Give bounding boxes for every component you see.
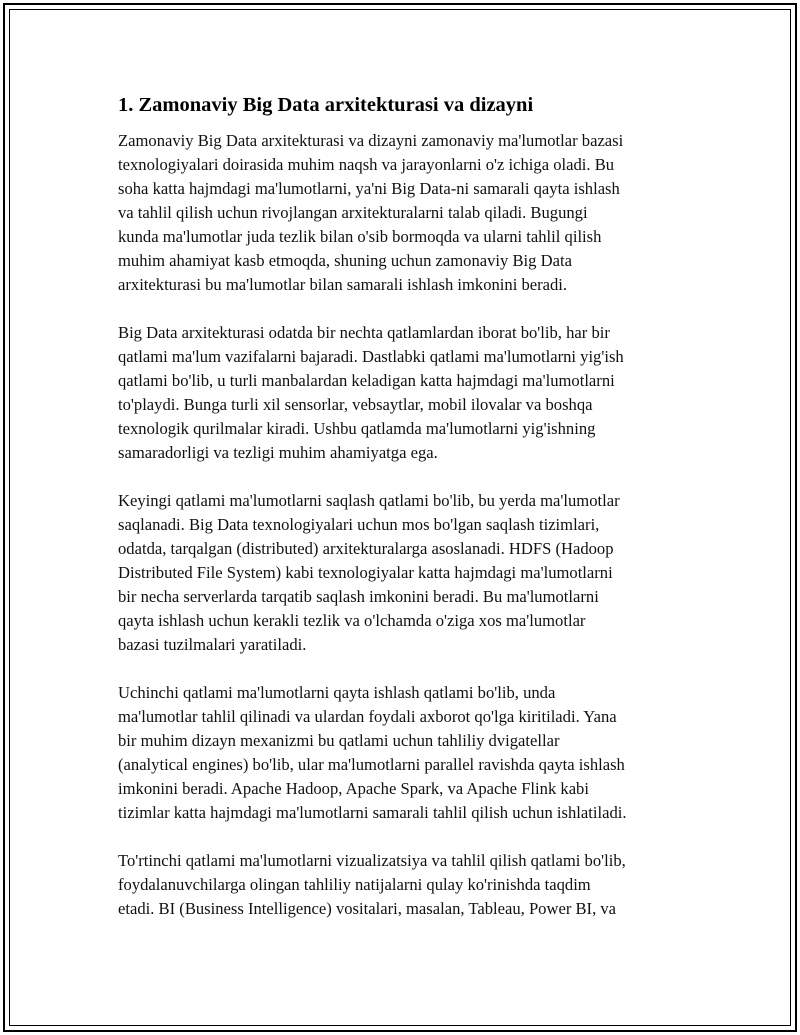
text-line: to'playdi. Bunga turli xil sensorlar, vebsaytlar, mobil ilovalar va boshqa [118, 395, 593, 414]
text-line: odatda, tarqalgan (distributed) arxitekturalarga asoslanadi. HDFS (Hadoop [118, 539, 614, 558]
text-line: qatlami bo'lib, u turli manbalardan keladigan katta hajmdagi ma'lumotlarni [118, 371, 615, 390]
text-line: texnologiyalari doirasida muhim naqsh va jarayonlarni o'z ichiga oladi. Bu [118, 155, 615, 174]
text-line: saqlanadi. Big Data texnologiyalari uchun mos bo'lgan saqlash tizimlari, [118, 515, 600, 534]
document-body [118, 91, 698, 945]
text-line: foydalanuvchilarga olingan tahliliy natijalarni qulay ko'rinishda taqdim [118, 875, 591, 894]
text-line: Uchinchi qatlami ma'lumotlarni qayta ishlash qatlami bo'lib, unda [118, 683, 556, 702]
text-line: etadi. BI (Business Intelligence) vositalari, masalan, Tableau, Power BI, va [118, 899, 617, 918]
text-line: Distributed File System) kabi texnologiyalar katta hajmdagi ma'lumotlarni [118, 563, 613, 582]
text-line: texnologik qurilmalar kiradi. Ushbu qatlamda ma'lumotlarni yig'ishning [118, 419, 596, 438]
text-line: va tahlil qilish uchun rivojlangan arxitekturalarni talab qiladi. Bugungi [118, 203, 588, 222]
text-line: muhim ahamiyat kasb etmoqda, shuning uchun zamonaviy Big Data [118, 251, 572, 270]
paragraph [118, 489, 698, 657]
text-line: qayta ishlash uchun kerakli tezlik va o'lchamda o'ziga xos ma'lumotlar [118, 611, 586, 630]
text-line: samaradorligi va tezligi muhim ahamiyatga ega. [118, 443, 438, 462]
text-line: tizimlar katta hajmdagi ma'lumotlarni samarali tahlil qilish uchun ishlatiladi. [118, 803, 627, 822]
text-line: imkonini beradi. Apache Hadoop, Apache Spark, va Apache Flink kabi [118, 779, 589, 798]
text-line: Big Data arxitekturasi odatda bir nechta qatlamlardan iborat bo'lib, har bir [118, 323, 610, 342]
text-line: soha katta hajmdagi ma'lumotlarni, ya'ni Big Data-ni samarali qayta ishlash [118, 179, 620, 198]
section-heading: 1. Zamonaviy Big Data arxitekturasi va dizayni [118, 94, 534, 116]
text-line: qatlami ma'lum vazifalarni bajaradi. Dastlabki qatlami ma'lumotlarni yig'ish [118, 347, 624, 366]
text-line: bir muhim dizayn mexanizmi bu qatlami uchun tahliliy dvigatellar [118, 731, 560, 750]
paragraph [118, 849, 698, 921]
text-line: ma'lumotlar tahlil qilinadi va ulardan foydali axborot qo'lga kiritiladi. Yana [118, 707, 617, 726]
text-line: To'rtinchi qatlami ma'lumotlarni vizualizatsiya va tahlil qilish qatlami bo'lib, [118, 851, 626, 870]
text-line: bir necha serverlarda tarqatib saqlash imkonini beradi. Bu ma'lumotlarni [118, 587, 599, 606]
text-line: arxitekturasi bu ma'lumotlar bilan samarali ishlash imkonini beradi. [118, 275, 568, 294]
paragraph [118, 321, 698, 465]
text-line: Zamonaviy Big Data arxitekturasi va dizayni zamonaviy ma'lumotlar bazasi [118, 131, 624, 150]
text-line: bazasi tuzilmalari yaratiladi. [118, 635, 307, 654]
paragraph [118, 681, 698, 825]
text-line: Keyingi qatlami ma'lumotlarni saqlash qatlami bo'lib, bu yerda ma'lumotlar [118, 491, 620, 510]
paragraph [118, 129, 698, 297]
text-line: kunda ma'lumotlar juda tezlik bilan o'sib bormoqda va ularni tahlil qilish [118, 227, 602, 246]
text-line: (analytical engines) bo'lib, ular ma'lumotlarni parallel ravishda qayta ishlash [118, 755, 625, 774]
